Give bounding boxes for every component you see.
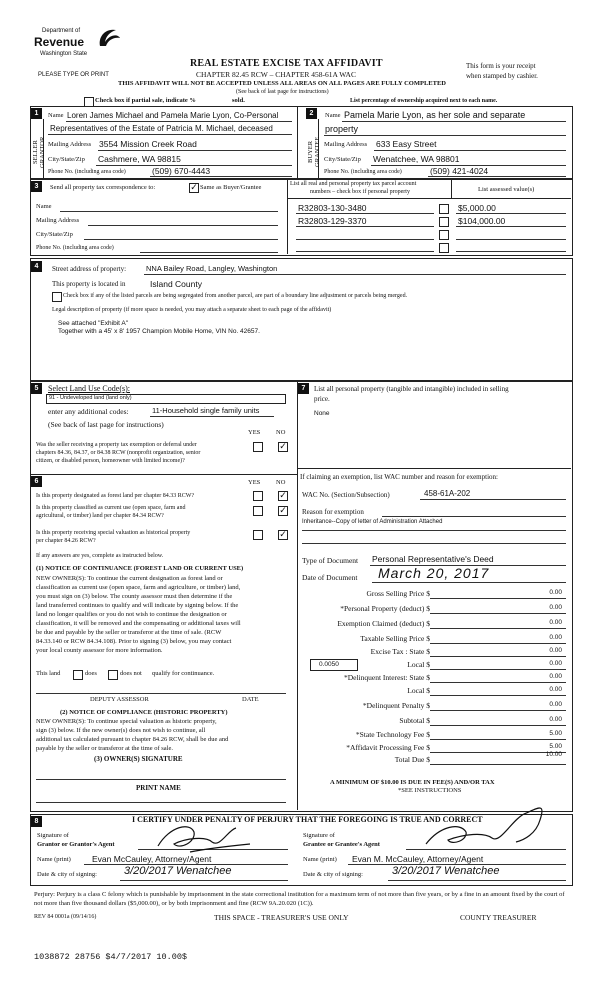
exemption-claim-label: If claiming an exemption, list WAC number and reason for exemption: bbox=[300, 473, 498, 481]
wac-label: WAC No. (Section/Subsection) bbox=[302, 491, 390, 499]
exemption-q3: citizen, or disabled person, homeowner with limited income)? bbox=[36, 458, 185, 464]
please-type: PLEASE TYPE OR PRINT bbox=[38, 72, 109, 78]
deputy-date: DATE bbox=[242, 696, 259, 703]
grantee-name: Evan M. McCauley, Attorney/Agent bbox=[352, 854, 484, 864]
dor-logo bbox=[30, 24, 130, 66]
print-name-label: PRINT NAME bbox=[136, 784, 181, 792]
form-subtitle: CHAPTER 82.45 RCW – CHAPTER 458-61A WAC bbox=[196, 70, 356, 79]
section-6-number: 6 bbox=[31, 476, 42, 487]
treasurer-space: THIS SPACE - TREASURER'S USE ONLY bbox=[214, 913, 349, 922]
personal-prop-title-1: List all personal property (tangible and intangible) included in selling bbox=[314, 385, 509, 393]
tax-line-label: Exemption Claimed (deduct) $ bbox=[337, 619, 430, 628]
current-use-no-checkbox[interactable]: ✓ bbox=[279, 506, 287, 516]
local-rate: 0.0050 bbox=[319, 661, 339, 668]
s3-city-label: City/State/Zip bbox=[36, 231, 73, 238]
grantee-date-label: Date & city of signing: bbox=[303, 871, 363, 878]
percentage-note: List percentage of ownership acquired next to each name. bbox=[350, 98, 498, 104]
doc-date-label: Date of Document bbox=[302, 573, 358, 582]
tax-lines bbox=[300, 585, 570, 765]
tax-line-value: 0.00 bbox=[549, 634, 562, 641]
buyer-phone: (509) 421-4024 bbox=[430, 166, 489, 176]
grantee-name-label: Name (print) bbox=[303, 856, 337, 863]
s5-yes: YES bbox=[248, 429, 261, 436]
reason-label: Reason for exemption bbox=[302, 508, 364, 516]
does-checkbox[interactable] bbox=[73, 670, 83, 680]
tax-line-value: 0.00 bbox=[549, 660, 562, 667]
tax-line-label: Taxable Selling Price $ bbox=[360, 634, 430, 643]
seller-address: 3554 Mission Creek Road bbox=[99, 139, 197, 149]
current-use-yes-checkbox[interactable] bbox=[253, 506, 263, 516]
buyer-address-label: Mailing Address bbox=[324, 141, 368, 148]
grantor-name: Evan McCauley, Attorney/Agent bbox=[92, 854, 212, 864]
s6-no: NO bbox=[276, 479, 286, 486]
tax-line-value: 0.00 bbox=[549, 716, 562, 723]
s3-address-label: Mailing Address bbox=[36, 217, 80, 224]
partial-sale-label: Check box if partial sale, indicate % bbox=[95, 97, 196, 104]
section-5-number: 5 bbox=[31, 383, 42, 394]
exemption-q2: chapters 84.36, 84.37, or 84.38 RCW (nonprofit organization, senior bbox=[36, 450, 201, 456]
additional-codes-label: enter any additional codes: bbox=[48, 407, 129, 416]
tax-line-value: 0.00 bbox=[549, 673, 562, 680]
doc-date: March 20, 2017 bbox=[378, 565, 490, 581]
special-val-no-checkbox[interactable]: ✓ bbox=[279, 530, 287, 540]
located-in-label: This property is located in bbox=[52, 280, 126, 288]
notice1-l1: NEW OWNER(S): To continue the current designation as forest land or bbox=[36, 575, 223, 582]
s3-name-label: Name bbox=[36, 203, 52, 210]
send-correspondence-label: Send all property tax correspondence to: bbox=[50, 184, 156, 191]
personal-prop-value: None bbox=[314, 410, 330, 417]
exemption-yes-checkbox[interactable] bbox=[253, 442, 263, 452]
forest-question: Is this property designated as forest land per chapter 84.33 RCW? bbox=[36, 493, 195, 499]
notice2-l4: payable by the seller or transferor at the time of sale. bbox=[36, 745, 173, 752]
wac-value: 458-61A-202 bbox=[424, 489, 471, 498]
same-as-buyer-label: Same as Buyer/Grantee bbox=[200, 184, 262, 191]
tax-line-value: 5.00 bbox=[549, 743, 562, 750]
perjury-note: Perjury: Perjury is a class C felony which is punishable by imprisonment in the state correctional institution for a maximum term of not more than five years, or by a fine in an amount fixed by the court of not more than five thousand dollars ($5,000.00), or by both imprisonment and fine (RCW 9A.20.020 (1C)). bbox=[34, 891, 565, 907]
personal-prop-title-2: price. bbox=[314, 395, 330, 403]
tax-line-label: Local $ bbox=[407, 660, 430, 669]
parcel-header-1: List all real and personal property tax parcel account bbox=[290, 181, 417, 187]
tax-line-label: Local $ bbox=[407, 686, 430, 695]
receipt-note-1: This form is your receipt bbox=[466, 62, 536, 70]
doc-type: Personal Representative's Deed bbox=[372, 554, 494, 564]
seller-name-label: Name bbox=[48, 112, 64, 119]
tax-line-label: *State Technology Fee $ bbox=[355, 730, 430, 739]
same-as-buyer-checkbox[interactable]: ✓ bbox=[190, 183, 198, 193]
buyer-side-label: BUYER GRANTEE bbox=[307, 136, 321, 168]
tax-line-value: 0.00 bbox=[549, 686, 562, 693]
seller-phone: (509) 670-4443 bbox=[152, 166, 211, 176]
tax-line-label: *Delinquent Penalty $ bbox=[362, 701, 430, 710]
buyer-phone-label: Phone No. (including area code) bbox=[324, 169, 402, 175]
tax-line-label: *Affidavit Processing Fee $ bbox=[346, 743, 430, 752]
seller-name-line2: Representatives of the Estate of Patricia M. Michael, deceased bbox=[50, 124, 273, 133]
legal-line-1: See attached "Exhibit A" bbox=[58, 320, 129, 327]
reason-value: Inheritance--Copy of letter of Administration Attached bbox=[302, 519, 443, 525]
washington-state-text: Washington State bbox=[40, 51, 88, 57]
special-val-yes-checkbox[interactable] bbox=[253, 530, 263, 540]
dept-of-text: Department of bbox=[42, 28, 81, 34]
does-not-label: does not bbox=[120, 670, 142, 677]
notice2-l2: sign (3) below. If the new owner(s) does not wish to continue, all bbox=[36, 727, 206, 734]
rev-number: REV 84 0001a (09/14/16) bbox=[34, 914, 97, 920]
tax-line-label: *Delinquent Interest: State $ bbox=[343, 673, 430, 682]
county-treasurer: COUNTY TREASURER bbox=[460, 913, 537, 922]
notice1-l5: land no longer qualifies or you do not wish to continue the designation or bbox=[36, 611, 227, 618]
parcel-1-checkbox[interactable] bbox=[439, 204, 449, 214]
forest-yes-checkbox[interactable] bbox=[253, 491, 263, 501]
seller-side-label: SELLER GRANTOR bbox=[32, 136, 46, 168]
section-7-number: 7 bbox=[298, 383, 309, 394]
local-rate-box bbox=[310, 659, 358, 671]
notice1-l8: 84.33.140 or RCW 84.34.108). Prior to signing (3) below, you may contact bbox=[36, 638, 232, 645]
does-label: does bbox=[85, 670, 97, 677]
buyer-city-label: City/State/Zip bbox=[324, 156, 361, 163]
see-instructions: *SEE INSTRUCTIONS bbox=[398, 787, 462, 794]
doc-type-label: Type of Document bbox=[302, 556, 359, 565]
this-land-label: This land bbox=[36, 670, 61, 677]
grantor-name-label: Name (print) bbox=[37, 856, 71, 863]
section-3-number: 3 bbox=[31, 181, 42, 192]
seller-name-line1: Loren James Michael and Pamela Marie Lyon, Co-Personal bbox=[67, 111, 279, 120]
land-use-code: 91 - Undeveloped land (land only) bbox=[49, 395, 132, 401]
tax-line-value: 0.00 bbox=[549, 619, 562, 626]
section-1-number: 1 bbox=[31, 108, 42, 119]
notice1-l9: your local county assessor for more information. bbox=[36, 647, 163, 654]
tax-line-label: Total Due $ bbox=[394, 755, 430, 764]
notice1-title: (1) NOTICE OF CONTINUANCE (FOREST LAND OR CURRENT USE) bbox=[36, 565, 244, 572]
tax-line-value: 10.00 bbox=[545, 751, 562, 758]
see-back-top: (See back of last page for instructions) bbox=[236, 89, 329, 95]
parcel-1-value: $5,000.00 bbox=[458, 203, 496, 213]
deputy-assessor: DEPUTY ASSESSOR bbox=[90, 696, 149, 703]
parcel-2-checkbox[interactable] bbox=[439, 217, 449, 227]
section-2-number: 2 bbox=[306, 108, 317, 119]
buyer-name-label: Name bbox=[325, 112, 341, 119]
form-title: REAL ESTATE EXCISE TAX AFFIDAVIT bbox=[190, 58, 383, 69]
parcel-header-2: numbers – check box if personal property bbox=[310, 189, 410, 195]
receipt-note-2: when stamped by cashier. bbox=[466, 72, 538, 80]
buyer-city: Wenatchee, WA 98801 bbox=[373, 154, 460, 164]
forest-no-checkbox[interactable]: ✓ bbox=[279, 491, 287, 501]
grantee-sig-label-1: Signature of bbox=[303, 832, 335, 839]
parcel-2-value: $104,000.00 bbox=[458, 216, 506, 226]
s5-no: NO bbox=[276, 429, 286, 436]
notice1-l2: classification as current use (open space, farm and agriculture, or timber) land, bbox=[36, 584, 241, 591]
land-use-code-box[interactable] bbox=[46, 394, 286, 404]
parcel-4-checkbox[interactable] bbox=[439, 243, 449, 253]
grantor-sig-label-2: Grantor or Grantor's Agent bbox=[37, 841, 115, 848]
tax-line-label: Gross Selling Price $ bbox=[366, 589, 430, 598]
tax-line-label: *Personal Property (deduct) $ bbox=[340, 604, 430, 613]
seller-city-label: City/State/Zip bbox=[48, 156, 85, 163]
tax-line-value: 5.00 bbox=[549, 730, 562, 737]
notice2-title: (2) NOTICE OF COMPLIANCE (HISTORIC PROPERTY) bbox=[60, 709, 228, 716]
tax-line-value: 0.00 bbox=[549, 701, 562, 708]
buyer-name-line1: Pamela Marie Lyon, as her sole and separate bbox=[344, 110, 526, 120]
exemption-q1: Was the seller receiving a property tax exemption or deferral under bbox=[36, 442, 197, 448]
assessed-header: List assessed value(s) bbox=[478, 186, 535, 193]
if-any-yes: If any answers are yes, complete as instructed below. bbox=[36, 553, 164, 559]
section-8-number: 8 bbox=[31, 816, 42, 827]
does-not-checkbox[interactable] bbox=[108, 670, 118, 680]
minimum-note: A MINIMUM OF $10.00 IS DUE IN FEE(S) AND/OR TAX bbox=[330, 779, 495, 786]
sold-label: sold. bbox=[232, 97, 245, 104]
certify-statement: I CERTIFY UNDER PENALTY OF PERJURY THAT THE FOREGOING IS TRUE AND CORRECT bbox=[132, 815, 483, 824]
s3-phone-label: Phone No. (including area code) bbox=[36, 245, 114, 251]
notice1-l7: be due and payable by the seller or transferor at the time of sale. (RCW bbox=[36, 629, 222, 636]
tax-line-label: Subtotal $ bbox=[399, 716, 430, 725]
segregated-checkbox[interactable] bbox=[52, 292, 62, 302]
special-val-q1: Is this property receiving special valuation as historical property bbox=[36, 530, 191, 536]
special-val-q2: per chapter 84.26 RCW? bbox=[36, 538, 96, 544]
additional-codes: 11-Household single family units bbox=[152, 406, 260, 415]
tax-line-value: 0.00 bbox=[549, 604, 562, 611]
notice2-l3: additional tax calculated pursuant to chapter 84.26 RCW, shall be due and bbox=[36, 736, 229, 743]
notice1-l6: classification, it will be removed and the compensating or additional taxes will bbox=[36, 620, 241, 627]
parcel-1-number: R32803-130-3480 bbox=[298, 203, 367, 213]
seller-address-label: Mailing Address bbox=[48, 141, 92, 148]
land-use-title: Select Land Use Code(s): bbox=[48, 384, 130, 393]
notice2-l1: NEW OWNER(S): To continue special valuation as historic property, bbox=[36, 718, 217, 725]
grantee-signature bbox=[420, 800, 560, 852]
county: Island County bbox=[150, 279, 202, 289]
revenue-text: Revenue bbox=[34, 35, 85, 49]
buyer-name-line2: property bbox=[325, 124, 359, 134]
s6-yes: YES bbox=[248, 479, 261, 486]
street-address-label: Street address of property: bbox=[52, 265, 127, 273]
grantor-date-city: 3/20/2017 Wenatchee bbox=[124, 865, 232, 877]
seller-city: Cashmere, WA 98815 bbox=[98, 154, 181, 164]
grantee-sig-label-2: Grantee or Grantee's Agent bbox=[303, 841, 380, 848]
segregated-label: Check box if any of the listed parcels are being segregated from another parcel, are part of a boundary line adjustment or parcels being merged. bbox=[63, 293, 408, 299]
buyer-address: 633 Easy Street bbox=[376, 139, 437, 149]
exemption-no-checkbox[interactable]: ✓ bbox=[279, 442, 287, 452]
grantee-date-city: 3/20/2017 Wenatchee bbox=[392, 865, 500, 877]
legal-line-2: Together with a 45' x 8' 1957 Champion Mobile Home, VIN No. 42657. bbox=[58, 328, 260, 335]
grantor-date-label: Date & city of signing: bbox=[37, 871, 97, 878]
form-warning: THIS AFFIDAVIT WILL NOT BE ACCEPTED UNLESS ALL AREAS ON ALL PAGES ARE FULLY COMPLETED bbox=[118, 80, 446, 87]
section-4-number: 4 bbox=[31, 261, 42, 272]
grantor-sig-label-1: Signature of bbox=[37, 832, 69, 839]
current-use-q2: agricultural, or timber) land per chapter 84.34 RCW? bbox=[36, 513, 164, 519]
s5-see-back: (See back of last page for instructions) bbox=[48, 420, 164, 429]
current-use-q1: Is this property classified as current use (open space, farm and bbox=[36, 505, 186, 511]
parcel-3-checkbox[interactable] bbox=[439, 230, 449, 240]
notice1-l4: land transferred continues to qualify and will indicate by signing below. If the bbox=[36, 602, 239, 609]
parcel-2-number: R32803-129-3370 bbox=[298, 216, 367, 226]
street-address: NNA Bailey Road, Langley, Washington bbox=[146, 264, 278, 273]
dor-logo-icon bbox=[96, 26, 122, 50]
tax-line-value: 0.00 bbox=[549, 647, 562, 654]
legal-desc-label: Legal description of property (if more space is needed, you may attach a separate sheet to each page of the affidavit) bbox=[52, 307, 332, 313]
seller-phone-label: Phone No. (including area code) bbox=[48, 169, 126, 175]
cashier-stamp: 1038872 28756 $4/7/2017 10.00$ bbox=[34, 952, 188, 962]
tax-line-value: 0.00 bbox=[549, 589, 562, 596]
qualify-label: qualify for continuance. bbox=[152, 670, 215, 677]
tax-line-label: Excise Tax : State $ bbox=[370, 647, 430, 656]
owner-signature-label: (3) OWNER(S) SIGNATURE bbox=[94, 755, 183, 763]
notice1-l3: you must sign on (3) below. The county assessor must then determine if the bbox=[36, 593, 233, 600]
grantor-signature bbox=[150, 818, 260, 858]
